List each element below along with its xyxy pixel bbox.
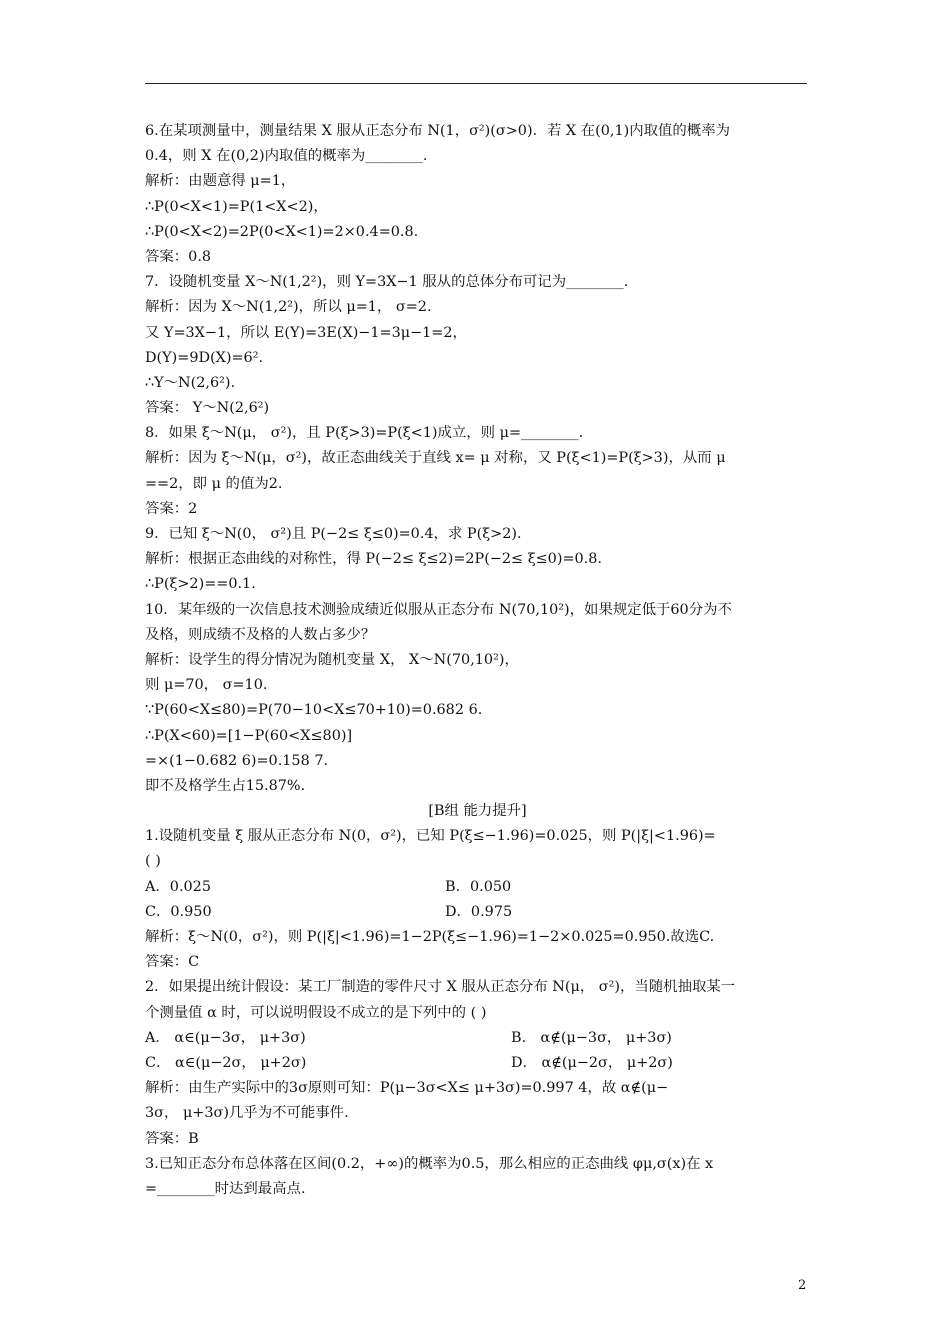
question-8-stem: 8．如果 ξ～N(μ， σ²)，且 P(ξ>3)=P(ξ<1)成立，则 μ=________. bbox=[145, 425, 584, 442]
question-b3-stem-cont: =________时达到最高点. bbox=[145, 1180, 306, 1197]
page-number: 2 bbox=[798, 1278, 807, 1293]
options-row bbox=[145, 1051, 810, 1076]
solution-line: =×(1−0.682 6)=0.158 7. bbox=[145, 752, 329, 769]
question-10-stem-cont: 及格，则成绩不及格的人数占多少？ bbox=[145, 626, 376, 643]
option-c: C．0.950 bbox=[145, 903, 212, 920]
solution-line: 解析：设学生的得分情况为随机变量 X， X～N(70,10²)， bbox=[145, 651, 519, 668]
options-row bbox=[145, 875, 810, 900]
question-10-stem: 10．某年级的一次信息技术测验成绩近似服从正态分布 N(70,10²)，如果规定低于60分为不 bbox=[145, 601, 732, 618]
solution-line: ∴P(X<60)=[1−P(60<X≤80)] bbox=[145, 727, 353, 744]
solution-line: 解析：由生产实际中的3σ原则可知：P(μ−3σ<X≤ μ+3σ)=0.997 4，故 α∉(μ− bbox=[145, 1080, 669, 1097]
solution-line: 解析：因为 ξ～N(μ，σ²)，故正态曲线关于直线 x= μ 对称，又 P(ξ<1)=P(ξ>3)，从而 μ bbox=[145, 450, 726, 467]
solution-line: 解析：根据正态曲线的对称性，得 P(−2≤ ξ≤2)=2P(−2≤ ξ≤0)=0.8. bbox=[145, 551, 602, 568]
question-b1-stem: 1.设随机变量 ξ 服从正态分布 N(0，σ²)，已知 P(ξ≤−1.96)=0.025，则 P(|ξ|<1.96)= bbox=[145, 828, 716, 845]
option-b: B． α∉(μ−3σ， μ+3σ) bbox=[511, 1029, 672, 1046]
answer-line: 答案：2 bbox=[145, 500, 198, 517]
solution-line: ==2，即 μ 的值为2. bbox=[145, 475, 283, 492]
solution-line: ∴P(0<X<2)=2P(0<X<1)=2×0.4=0.8. bbox=[145, 223, 419, 240]
answer-line: 答案：B bbox=[145, 1130, 199, 1147]
option-d: D．0.975 bbox=[445, 903, 513, 920]
solution-line: ∵P(60<X≤80)=P(70−10<X≤70+10)=0.682 6. bbox=[145, 702, 483, 719]
options-row bbox=[145, 900, 810, 925]
question-b1-stem-cont: ( ) bbox=[145, 853, 161, 870]
question-b2-stem: 2．如果提出统计假设：某工厂制造的零件尺寸 X 服从正态分布 N(μ， σ²)，当随机抽取某一 bbox=[145, 979, 736, 996]
question-6-stem-cont: 0.4，则 X 在(0,2)内取值的概率为________. bbox=[145, 148, 428, 165]
option-d: D． α∉(μ−2σ， μ+2σ) bbox=[511, 1054, 673, 1071]
question-6-stem: 6.在某项测量中，测量结果 X 服从正态分布 N(1，σ²)(σ>0)．若 X 在(0,1)内取值的概率为 bbox=[145, 123, 730, 139]
question-7-stem: 7．设随机变量 X～N(1,2²)，则 Y=3X−1 服从的总体分布可记为________. bbox=[145, 274, 629, 291]
solution-line: D(Y)=9D(X)=6². bbox=[145, 349, 264, 366]
solution-line: 解析：因为 X～N(1,2²)，所以 μ=1， σ=2. bbox=[145, 299, 432, 316]
solution-line: 即不及格学生占15.87%. bbox=[145, 777, 306, 794]
solution-line: ∴P(ξ>2)==0.1. bbox=[145, 576, 256, 593]
page-body bbox=[145, 119, 810, 1202]
question-b3-stem: 3.已知正态分布总体落在区间(0.2，+∞)的概率为0.5，那么相应的正态曲线 φμ,σ(x)在 x bbox=[145, 1155, 714, 1172]
answer-line: 答案： Y～N(2,6²) bbox=[145, 400, 270, 417]
option-a: A．0.025 bbox=[145, 878, 211, 895]
question-b2-stem-cont: 个测量值 α 时，可以说明假设不成立的是下列中的 ( ) bbox=[145, 1004, 487, 1021]
question-9-stem: 9．已知 ξ～N(0， σ²)且 P(−2≤ ξ≤0)=0.4，求 P(ξ>2)． bbox=[145, 526, 532, 542]
solution-line: 又 Y=3X−1，所以 E(Y)=3E(X)−1=3μ−1=2， bbox=[145, 324, 467, 341]
answer-line: 答案：0.8 bbox=[145, 248, 212, 265]
option-a: A． α∈(μ−3σ， μ+3σ) bbox=[145, 1029, 306, 1046]
solution-line: ∴P(0<X<1)=P(1<X<2)， bbox=[145, 198, 328, 215]
header-rule bbox=[145, 83, 807, 84]
solution-line: 解析：由题意得 μ=1， bbox=[145, 173, 296, 190]
option-c: C． α∈(μ−2σ， μ+2σ) bbox=[145, 1054, 307, 1071]
section-b-heading: [B组 能力提升] bbox=[428, 803, 527, 820]
solution-line: 3σ， μ+3σ)几乎为不可能事件. bbox=[145, 1105, 349, 1122]
solution-line: 解析：ξ～N(0，σ²)，则 P(|ξ|<1.96)=1−2P(ξ≤−1.96)=1−2×0.025=0.950.故选C. bbox=[145, 929, 715, 945]
answer-line: 答案：C bbox=[145, 954, 200, 971]
solution-line: 则 μ=70， σ=10. bbox=[145, 677, 268, 694]
solution-line: ∴Y～N(2,6²). bbox=[145, 374, 236, 391]
options-row bbox=[145, 1026, 810, 1051]
option-b: B．0.050 bbox=[445, 878, 512, 895]
